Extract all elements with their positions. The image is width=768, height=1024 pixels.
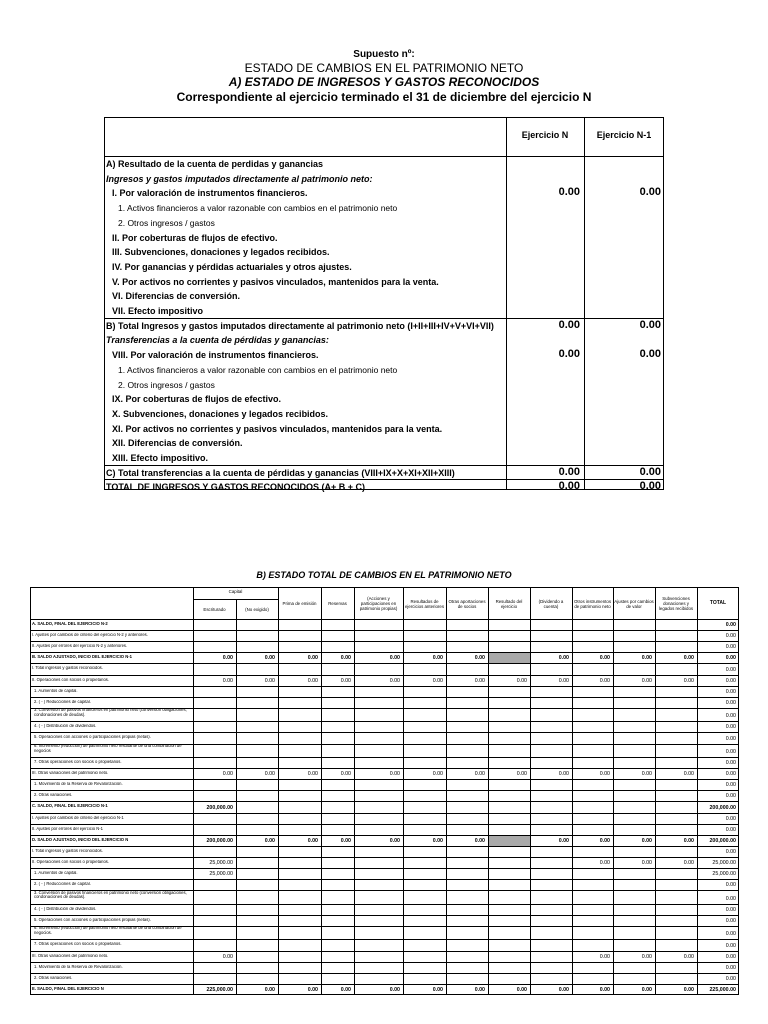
value-ejercicio-n: 0.00	[558, 480, 580, 493]
cell-value: 0.00	[725, 793, 736, 800]
column-header-ejercicio-n: Ejercicio N	[521, 130, 569, 140]
cell-value: 0.00	[474, 986, 485, 993]
cell-value: 0.00	[641, 986, 652, 993]
cell-value: 0.00	[307, 986, 318, 993]
cell-value: 0.00	[683, 771, 694, 778]
value-ejercicio-n: 0.00	[558, 318, 580, 331]
row-label: XI. Por activos no corrientes y pasivos vinculados, mantenidos para la venta.	[112, 423, 443, 434]
column-header	[194, 601, 235, 618]
cell-value: 0.00	[474, 771, 485, 778]
cell-value: 0.00	[725, 622, 736, 629]
cell-value: 0.00	[725, 906, 736, 913]
row-label: TOTAL DE INGRESOS Y GASTOS RECONOCIDOS (A+ B + C)	[106, 482, 366, 493]
cell-value: 0.00	[725, 848, 736, 855]
row-label: 1. Aumentos de capital.	[34, 688, 78, 693]
grid-line	[584, 117, 585, 490]
cell-value: 0.00	[307, 837, 318, 844]
cell-value: 0.00	[516, 677, 527, 684]
cell-value: 0.00	[725, 713, 736, 720]
row-label: 2. Otros ingresos / gastos	[118, 217, 215, 228]
grid-line	[30, 587, 739, 588]
cell-value: 0.00	[599, 837, 610, 844]
grid-line	[613, 587, 614, 995]
cell-value: 0.00	[683, 655, 694, 662]
cell-value: 25,000.00	[209, 871, 233, 878]
row-label: 2. Otros ingresos / gastos	[118, 379, 215, 390]
cell-value: 0.00	[641, 677, 652, 684]
row-label: IX. Por coberturas de flujos de efectivo.	[112, 394, 282, 405]
cell-value: 0.00	[474, 837, 485, 844]
cell-value: 0.00	[222, 677, 233, 684]
cell-value: 0.00	[389, 986, 400, 993]
row-label: III. Subvenciones, donaciones y legados recibidos.	[112, 247, 330, 258]
cell-value: 0.00	[725, 771, 736, 778]
column-header	[489, 589, 529, 618]
document-title: ESTADO DE CAMBIOS EN EL PATRIMONIO NETO	[244, 61, 524, 75]
row-label: 7. Otras operaciones con socios o propietarios.	[34, 760, 122, 764]
grid-line	[488, 587, 489, 995]
cell-value: 0.00	[725, 964, 736, 971]
cambios-patrimonio-table	[30, 587, 739, 1014]
row-label: B. SALDO AJUSTADO, INICIO DEL EJERCICIO N-1	[32, 655, 132, 660]
row-label: 2. ( - ) Reducciones de capital.	[34, 699, 91, 704]
row-label: B) Total Ingresos y gastos imputados directamente al patrimonio neto (I+II+III+IV+V+VI+VII)	[106, 320, 494, 331]
column-header-label: Prima de emisión	[282, 601, 317, 606]
cell-value: 200,000.00	[206, 837, 233, 844]
cell-value: 200,000.00	[709, 837, 736, 844]
column-header	[404, 589, 445, 618]
value-ejercicio-n: 0.00	[558, 186, 580, 199]
row-label: 1. Activos financieros a valor razonable con cambios en el patrimonio neto	[118, 364, 398, 375]
supuesto-label: Supuesto nº:	[353, 49, 415, 60]
column-header-label: Resultados de ejercicios anteriores	[404, 598, 445, 609]
cell-value: 0.00	[307, 677, 318, 684]
column-header	[279, 589, 320, 618]
column-header-label: (Acciones y participaciones en patrimonio propias)	[359, 596, 398, 611]
row-label: Transferencias a la cuenta de pérdidas y ganancias:	[106, 335, 329, 346]
grid-line	[104, 117, 664, 118]
cell-value: 0.00	[641, 771, 652, 778]
grid-line	[446, 587, 447, 995]
cell-value: 25,000.00	[712, 860, 736, 866]
grid-line	[30, 757, 739, 758]
cell-value: 0.00	[725, 975, 736, 982]
row-label: C) Total transferencias a la cuenta de pérdidas y ganancias (VIII+IX+X+XI+XII+XIII)	[106, 467, 455, 478]
cell-value: 0.00	[516, 771, 527, 778]
grid-line	[354, 587, 355, 995]
grid-line	[30, 721, 739, 722]
column-header	[447, 589, 487, 618]
value-ejercicio-n: 0.00	[558, 465, 580, 478]
row-label: E. SALDO, FINAL DEL EJERCICIO N	[32, 986, 104, 991]
row-label: C. SALDO, FINAL DEL EJERCICIO N-1	[32, 804, 108, 809]
grid-line	[655, 587, 656, 995]
value-ejercicio-n1: 0.00	[639, 465, 661, 478]
cell-value: 0.00	[599, 655, 610, 662]
row-label: I. Ajustes por cambios de criterio del ejercicio N-1	[32, 815, 124, 820]
cell-value: 0.00	[432, 837, 443, 844]
cell-value: 0.00	[725, 644, 736, 651]
gray-cell	[488, 835, 530, 846]
row-label: X. Subvenciones, donaciones y legados recibidos.	[112, 408, 329, 419]
row-label: I. Total ingresos y gastos reconocidos.	[32, 666, 103, 671]
cell-value: 25,000.00	[712, 871, 736, 878]
row-label: 1. Activos financieros a valor razonable con cambios en el patrimonio neto	[118, 203, 398, 214]
column-header-label: TOTAL	[709, 600, 727, 606]
cell-value: 225,000.00	[206, 986, 233, 993]
row-label: XII. Diferencias de conversión.	[112, 438, 243, 449]
cell-value: 0.00	[725, 655, 736, 662]
cell-value: 0.00	[725, 666, 736, 673]
cell-value: 0.00	[432, 677, 443, 684]
row-label: I. Total ingresos y gastos reconocidos.	[32, 848, 103, 853]
cell-value: 0.00	[432, 655, 443, 662]
row-label: III. Otras variaciones del patrimonio neto.	[32, 771, 109, 776]
row-label: Ingresos y gastos imputados directamente al patrimonio neto:	[106, 173, 373, 184]
row-label: 2. ( - ) Reducciones de capital.	[34, 882, 91, 887]
grid-line	[321, 587, 322, 995]
grid-line	[30, 619, 739, 620]
cell-value: 0.00	[725, 782, 736, 789]
column-header	[573, 589, 612, 618]
gray-cell	[488, 652, 530, 663]
cell-value: 0.00	[641, 860, 652, 866]
cell-value: 0.00	[725, 760, 736, 767]
cell-value: 0.00	[516, 986, 527, 993]
cell-value: 0.00	[340, 677, 351, 684]
row-label: V. Por activos no corrientes y pasivos vinculados, mantenidos para la venta.	[112, 276, 439, 287]
column-header	[322, 589, 353, 618]
cell-value: 0.00	[641, 953, 652, 960]
cell-value: 0.00	[389, 655, 400, 662]
row-label: 1. Aumentos de capital.	[34, 871, 78, 875]
cell-value: 0.00	[725, 677, 736, 684]
grid-line	[572, 587, 573, 995]
cell-value: 0.00	[683, 860, 694, 866]
cell-value: 0.00	[389, 771, 400, 778]
column-header	[614, 589, 654, 618]
row-label: II. Por coberturas de flujos de efectivo.	[112, 232, 278, 243]
column-header-label: Otras aportaciones de socios	[448, 598, 486, 609]
cell-value: 0.00	[558, 655, 569, 662]
cell-value: 0.00	[683, 837, 694, 844]
grid-line	[530, 587, 531, 995]
cell-value: 200,000.00	[206, 804, 233, 811]
row-label: I. Ajustes por cambios de criterio del ejercicio N-2 y anteriores.	[32, 633, 148, 638]
cell-value: 0.00	[340, 655, 351, 662]
cell-value: 0.00	[599, 953, 610, 960]
row-label: 7. Otras operaciones con socios o propietarios.	[34, 942, 122, 947]
section-a-title: A) ESTADO DE INGRESOS Y GASTOS RECONOCIDOS	[228, 75, 540, 89]
column-header-label: (Dividendo a cuenta)	[538, 598, 564, 609]
cell-value: 0.00	[264, 677, 275, 684]
row-label: XIII. Efecto impositivo.	[112, 453, 209, 463]
column-header-label: Resultado del ejercicio	[495, 598, 523, 609]
cell-value: 0.00	[725, 826, 736, 833]
cell-value: 0.00	[641, 655, 652, 662]
grid-line	[403, 587, 404, 995]
row-label: 6. Incremento (reducción) de patrimonio neto resultante de una combinación de negocios	[34, 744, 182, 753]
cell-value: 0.00	[725, 882, 736, 889]
row-label: 1. Movimiento de la Reserva de Revalorización.	[34, 782, 123, 787]
row-label: 5. Operaciones con acciones o participaciones propias (netas).	[34, 917, 151, 922]
column-header-label: Reservas	[328, 601, 347, 606]
cell-value: 0.00	[307, 655, 318, 662]
cell-value: 0.00	[725, 895, 736, 902]
column-header-label: Ajustes por cambios de valor	[614, 598, 654, 609]
period-label: Correspondiente al ejercicio terminado el 31 de diciembre del ejercicio N	[176, 90, 592, 104]
cell-value: 0.00	[683, 953, 694, 960]
cell-value: 0.00	[599, 771, 610, 778]
row-label: II. Operaciones con socios o propietarios.	[32, 677, 110, 682]
row-separator	[104, 465, 664, 466]
cell-value: 0.00	[725, 942, 736, 949]
cell-value: 0.00	[558, 837, 569, 844]
row-separator	[104, 318, 664, 319]
cell-value: 0.00	[725, 749, 736, 755]
cell-value: 0.00	[340, 986, 351, 993]
row-label: VIII. Por valoración de instrumentos financieros.	[112, 350, 319, 361]
cell-value: 0.00	[558, 771, 569, 778]
cell-value: 0.00	[725, 917, 736, 924]
cell-value: 0.00	[340, 771, 351, 778]
grid-line	[506, 117, 507, 490]
row-label: IV. Por ganancias y pérdidas actuariales y otros ajustes.	[112, 261, 352, 272]
cell-value: 0.00	[725, 735, 736, 742]
row-label: I. Por valoración de instrumentos financieros.	[112, 188, 308, 199]
cell-value: 0.00	[264, 837, 275, 844]
cell-value: 0.00	[558, 986, 569, 993]
row-label: D. SALDO AJUSTADO, INICIO DEL EJERCICIO N	[32, 837, 129, 842]
cell-value: 0.00	[264, 655, 275, 662]
cell-value: 200,000.00	[709, 804, 736, 811]
row-label: 4. ( - ) Distribución de dividendos.	[34, 724, 97, 729]
cell-value: 0.00	[725, 953, 736, 960]
row-label: 3. Conversión de pasivos financieros en patrimonio neto (conversión obligaciones, condonaciones de deudas).	[34, 708, 187, 717]
grid-line	[104, 156, 664, 157]
row-label: III. Otras variaciones del patrimonio neto.	[32, 953, 109, 958]
row-label: II. Operaciones con socios o propietarios.	[32, 859, 110, 864]
column-header-label: (No exigido)	[245, 607, 269, 612]
column-header	[698, 589, 738, 618]
row-label: II. Ajustes por errores del ejercicio N-2 y anteriores.	[32, 644, 128, 649]
cell-value: 0.00	[599, 677, 610, 684]
value-ejercicio-n1: 0.00	[639, 348, 661, 361]
cell-value: 225,000.00	[709, 986, 736, 993]
grid-line	[104, 117, 105, 490]
cell-value: 0.00	[558, 677, 569, 684]
cell-value: 0.00	[725, 633, 736, 640]
value-ejercicio-n1: 0.00	[639, 186, 661, 199]
cell-value: 0.00	[725, 688, 736, 695]
row-label: 5. Operaciones con acciones o participaciones propias (netas).	[34, 735, 151, 740]
column-header	[531, 589, 571, 618]
row-label: 1. Movimiento de la Reserva de Revalorización.	[34, 964, 123, 969]
cell-value: 0.00	[307, 771, 318, 778]
row-label: 2. Otras variaciones.	[34, 975, 73, 980]
grid-line	[30, 904, 739, 905]
cell-value: 0.00	[725, 931, 736, 938]
cell-value: 0.00	[474, 677, 485, 684]
cell-value: 0.00	[641, 837, 652, 844]
cell-value: 0.00	[683, 986, 694, 993]
row-label: II. Ajustes por errores del ejercicio N-1	[32, 826, 103, 831]
column-header	[237, 601, 277, 618]
column-header	[355, 589, 402, 618]
value-ejercicio-n1: 0.00	[639, 318, 661, 331]
grid-line	[278, 587, 279, 995]
grid-line	[30, 939, 739, 940]
cell-value: 0.00	[599, 986, 610, 993]
cell-value: 0.00	[389, 677, 400, 684]
section-b-title: B) ESTADO TOTAL DE CAMBIOS EN EL PATRIMONIO NETO	[256, 570, 512, 580]
cell-value: 0.00	[389, 837, 400, 844]
column-header-label: Subvenciones donaciones y legados recibidos	[658, 596, 694, 611]
grid-line	[30, 587, 31, 995]
cell-value: 25,000.00	[209, 860, 233, 866]
ingresos-gastos-table	[104, 117, 664, 493]
cell-value: 0.00	[599, 860, 610, 866]
cell-value: 0.00	[340, 837, 351, 844]
grid-line	[663, 117, 664, 490]
cell-value: 0.00	[725, 815, 736, 822]
cell-value: 0.00	[683, 677, 694, 684]
cell-value: 0.00	[474, 655, 485, 662]
row-label: 3. Conversión de pasivos financieros en patrimonio neto (conversión obligaciones, condonaciones de deudas).	[34, 890, 187, 900]
grid-line	[193, 587, 194, 995]
row-label: 2. Otras variaciones.	[34, 793, 73, 798]
cell-value: 0.00	[264, 986, 275, 993]
column-header-label: Otros instrumentos de patrimonio neto	[573, 598, 612, 609]
row-label: A) Resultado de la cuenta de perdidas y ganancias	[106, 159, 324, 169]
cell-value: 0.00	[222, 771, 233, 778]
row-label: VI. Diferencias de conversión.	[112, 291, 241, 302]
value-ejercicio-n1: 0.00	[639, 480, 661, 493]
column-header-ejercicio-n1: Ejercicio N-1	[596, 130, 652, 140]
row-label: VII. Efecto impositivo	[112, 306, 204, 316]
row-label: 4. ( - ) Distribución de dividendos.	[34, 906, 97, 911]
column-header	[656, 589, 696, 618]
cell-value: 0.00	[432, 771, 443, 778]
cell-value: 0.00	[222, 953, 233, 960]
row-label: 6. Incremento (reducción) de patrimonio neto resultante de una combinación de negocios.	[34, 926, 182, 935]
cell-value: 0.00	[264, 771, 275, 778]
value-ejercicio-n: 0.00	[558, 348, 580, 361]
column-header-label: Escriturado	[203, 607, 226, 612]
grid-line	[738, 587, 739, 995]
cell-value: 0.00	[725, 699, 736, 706]
cell-value: 0.00	[725, 724, 736, 731]
row-label: A. SALDO, FINAL DEL EJERCICIO N-2	[32, 622, 108, 626]
capital-header: Capital	[228, 589, 243, 594]
row-separator	[104, 479, 664, 480]
cell-value: 0.00	[222, 655, 233, 662]
cell-value: 0.00	[432, 986, 443, 993]
